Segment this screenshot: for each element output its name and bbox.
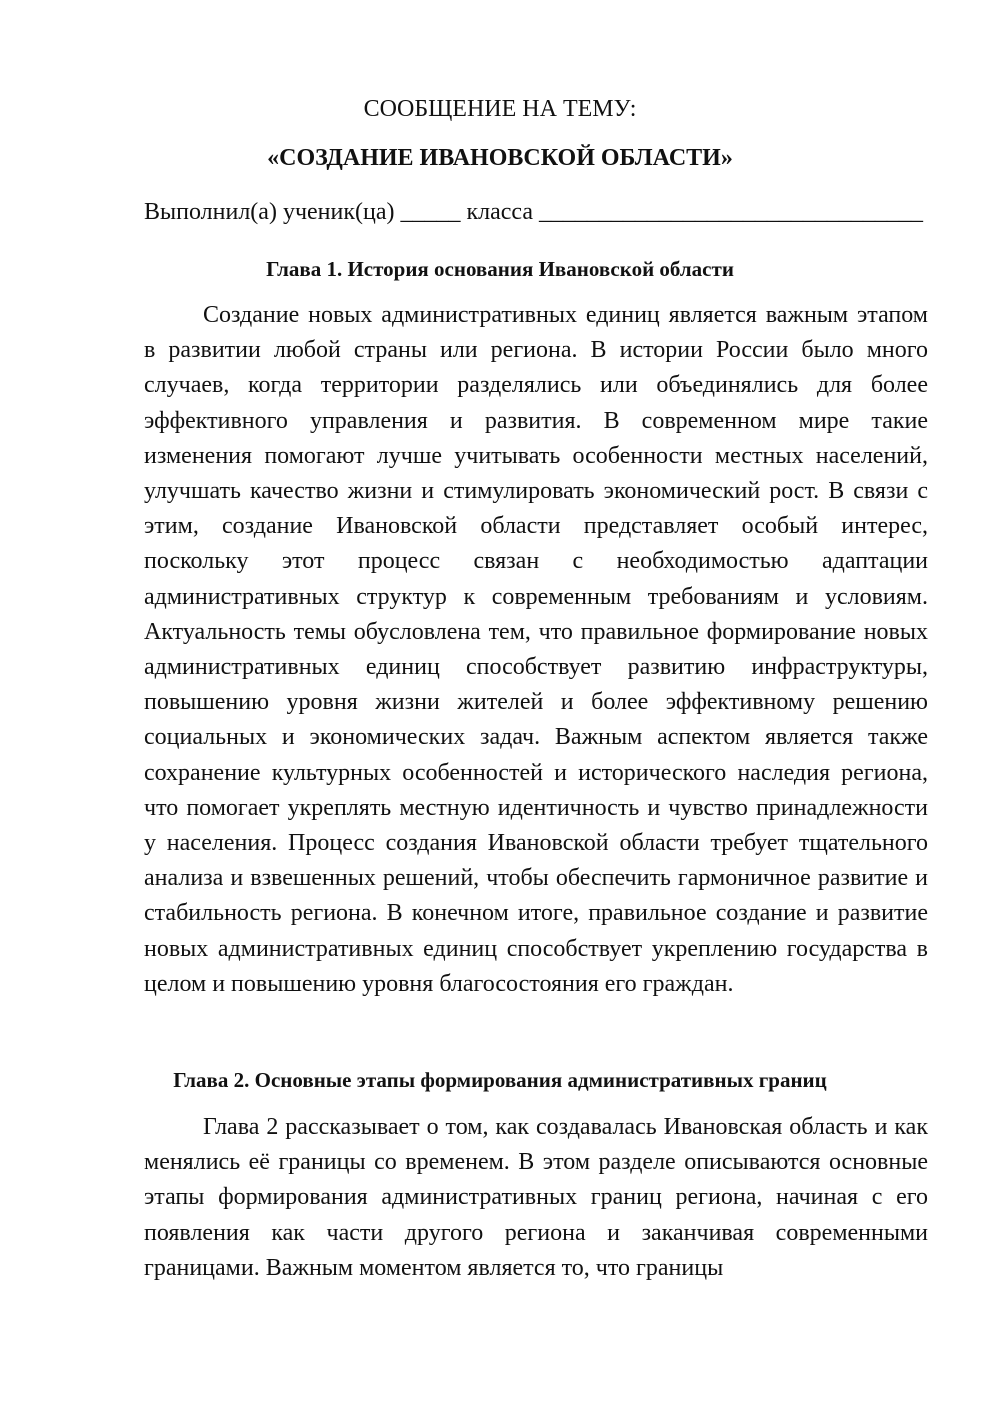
- chapter-2-paragraph: Глава 2 рассказывает о том, как создавалась Ивановская область и как менялись её границы со временем. В этом разделе описываются основные этапы формирования административных границ региона, начиная с его появления как части другого региона и заканчивая современными границами. Важным моментом является то, что границы: [144, 1114, 928, 1281]
- document-title-line1: СООБЩЕНИЕ НА ТЕМУ:: [363, 96, 637, 122]
- author-line: Выполнил(а) ученик(ца) _____ класса ________________________________: [144, 199, 924, 225]
- chapter-1-heading: Глава 1. История основания Ивановской области: [266, 257, 734, 281]
- chapter-2-heading: Глава 2. Основные этапы формирования административных границ: [173, 1068, 827, 1092]
- chapter-1-paragraph: Создание новых административных единиц является важным этапом в развитии любой страны или региона. В истории России было много случаев, когда территории разделялись или объединялись для более эффективного управления и развития. В современном мире такие изменения помогают лучше учитывать особенности местных населений, улучшать качество жизни и стимулировать экономический рост. В связи с этим, создание Ивановской области представляет особый интерес, поскольку этот процесс связан с необходимостью адаптации административных структур к современным требованиям и условиям. Актуальность темы обусловлена тем, что правильное формирование новых административных единиц способствует развитию инфраструктуры, повышению уровня жизни жителей и более эффективному решению социальных и экономических задач. Важным аспектом является также сохранение культурных особенностей и исторического наследия региона, что помогает укреплять местную идентичность и чувство принадлежности у населения. Процесс создания Ивановской области требует тщательного анализа и взвешенных решений, чтобы обеспечить гармоничное развитие и стабильность региона. В конечном итоге, правильное создание и развитие новых административных единиц способствует укреплению государства в целом и повышению уровня благосостояния его граждан.: [144, 302, 928, 997]
- document-title-line2: «СОЗДАНИЕ ИВАНОВСКОЙ ОБЛАСТИ»: [267, 145, 733, 171]
